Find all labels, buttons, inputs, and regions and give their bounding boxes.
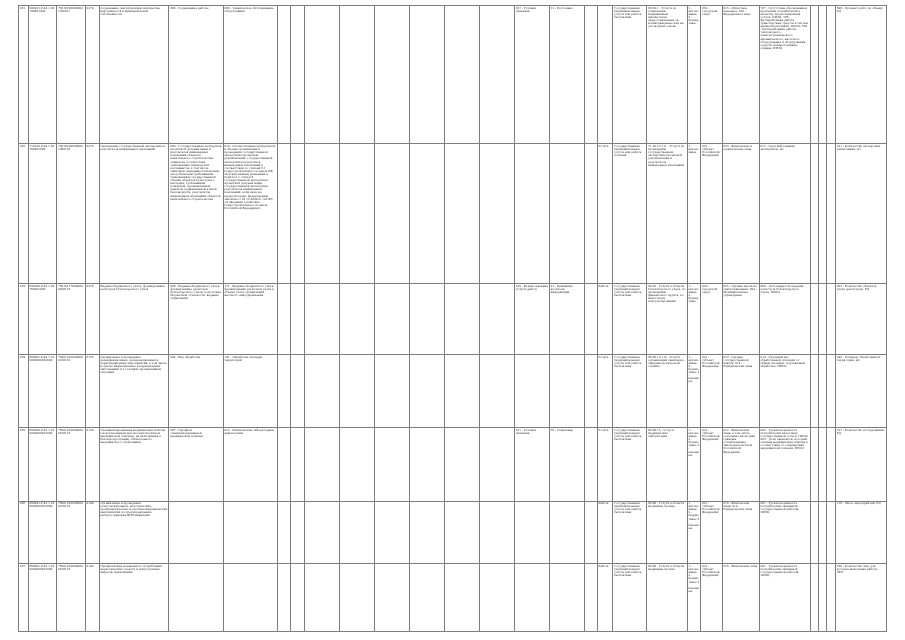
table-cell-code-okved: 730010100000000100101 bbox=[57, 564, 86, 632]
table-cell-content-2: 171 - Ведение бюджетного учета, формирование регистров учета в объеме учета организаций местного самоуправления bbox=[223, 284, 277, 355]
table-cell-content-1: 089 - Содержание работы bbox=[169, 6, 223, 144]
table-cell-institution-type: 1 - автономные; 2 - бюджетные; 3 - казенные bbox=[687, 428, 701, 501]
table-cell-sign: Услуга bbox=[597, 428, 613, 501]
table-cell-content-3a bbox=[277, 284, 291, 355]
table-cell-okved-name: 86.90 - Услуги в области медицины прочие bbox=[647, 564, 687, 632]
table-cell-code-registry: 692000.Р.43.1.02760001000 bbox=[28, 284, 57, 355]
table-cell-sign: Работа bbox=[597, 284, 613, 355]
table-cell-okved-name: 68.32.1 - Услуги по управлению недвижимым имуществом, предоставляемые за вознаграждение или на договорной основе bbox=[647, 6, 687, 144]
table-cell-spare-8 bbox=[818, 428, 826, 501]
table-cell-content-3a bbox=[277, 355, 291, 428]
table-cell-spare-2 bbox=[340, 355, 375, 428]
table-cell-quality-indicators: 002 - Удовлетворенность потребителей качеством государственной услуги, ПРОЦ; 003 - Доля пациентов, которым оказана медицинская помощь в соответствии со стандартами медицинской помощи, ПРОЦ bbox=[759, 428, 810, 501]
table-cell-content-1 bbox=[169, 564, 223, 632]
table-cell-okved-name: 86.90 - Услуги в области медицины прочие bbox=[647, 501, 687, 564]
table-cell-okved-name: 86.90.15 - Услуги медицинских лабораторий bbox=[647, 428, 687, 501]
table-cell-code-okved: 730191170000000200101 bbox=[57, 284, 86, 355]
table-cell-spare-6 bbox=[479, 6, 514, 144]
table-cell-spare-8 bbox=[818, 564, 826, 632]
table-cell-quality-indicators: 001 - Удовлетворенность потребителей оказанной государственной работой, ПРОЦ bbox=[759, 564, 810, 632]
table-cell-volume-indicators: 023 - Количество объектов учета (регистров), ЕД bbox=[835, 284, 886, 355]
table-cell-condition-1 bbox=[514, 355, 549, 428]
table-cell-spare-2 bbox=[340, 564, 375, 632]
table-cell-condition-2 bbox=[549, 501, 584, 564]
table-cell-spare-5 bbox=[444, 564, 479, 632]
table-cell-spare-2 bbox=[340, 6, 375, 144]
table-cell-sign: Работа bbox=[597, 501, 613, 564]
table-cell-institution-type: 1 - автономные; 3 - бюджетные bbox=[687, 6, 701, 144]
table-cell-row-number: 267 bbox=[19, 564, 29, 632]
table-cell-content-3b bbox=[291, 501, 305, 564]
table-cell-content-3b bbox=[291, 144, 305, 284]
table-cell-spare-5 bbox=[444, 144, 479, 284]
table-cell-institution-type: 1 - автономные; 2 - бюджетные; 3 - казенные bbox=[687, 355, 701, 428]
table-cell-row-number: 261 bbox=[19, 6, 29, 144]
table-cell-spare-4 bbox=[409, 564, 444, 632]
table-cell-code-okved: 730010100000000100101 bbox=[57, 501, 86, 564]
table-cell-spare-3 bbox=[375, 501, 410, 564]
table-cell-content-1 bbox=[169, 501, 223, 564]
table-cell-row-number: 263 bbox=[19, 284, 29, 355]
table-cell-service-name: Организация и проведение дезинфекционных, дезинсекционных и дератизационных мероприятий, в том числе в очагах инфекционных и паразитарных заболеваний и в условиях чрезвычайной ситуации bbox=[99, 355, 169, 428]
table-cell-volume-indicators: 230 - Количество лиц, для которых выполнена работа, ЧЕЛ bbox=[835, 564, 886, 632]
table-cell-spare-6 bbox=[479, 284, 514, 355]
table-cell-content-1: 094 - Вид обработки bbox=[169, 355, 223, 428]
table-cell-spare-4 bbox=[409, 428, 444, 501]
table-cell-spare-9 bbox=[827, 355, 835, 428]
table-cell-okved-name: 69.20 - Услуги в области бухгалтерского учета, по проведению финансового аудита, по налоговому консультированию bbox=[647, 284, 687, 355]
table-cell-row-number: 262 bbox=[19, 144, 29, 284]
table-cell-okved-name: 71.20.13.111 - Услуги по проведению государственной экспертизы проектной документации и результатов инженерных изысканий bbox=[647, 144, 687, 284]
table-cell-volume-indicators: 116 - Число мероприятий, ЕД bbox=[835, 501, 886, 564]
table-cell-quality-indicators: 809 - Достоверность ведения регистров бухгалтерского учета, ПРОЦ bbox=[759, 284, 810, 355]
table-cell-spare-7 bbox=[810, 6, 818, 144]
table-cell-volume-indicators: 598 - Процент работ по объему, ЕД bbox=[835, 6, 886, 144]
table-cell-institution-type: 1 - автономные; 2 - бюджетные bbox=[687, 284, 701, 355]
table-cell-volume-indicators: 107 - Количество исследований, ЕД bbox=[835, 428, 886, 501]
table-cell-sign bbox=[597, 6, 613, 144]
table-cell-service-code: 0276 bbox=[85, 284, 99, 355]
table-cell-payment-type: Государственная (муниципальная) услуга или работа бесплатная bbox=[613, 355, 647, 428]
table-cell-consumers: 016 - Физические лица; 014 - Юридические лица bbox=[722, 501, 759, 564]
table-cell-spare-8 bbox=[818, 144, 826, 284]
table-cell-sign: Услуга bbox=[597, 355, 613, 428]
table-cell-spare-4 bbox=[409, 355, 444, 428]
table-cell-service-name: Ведение бюджетного учета, формирование регистров бухгалтерского учета bbox=[99, 284, 169, 355]
table-cell-volume-indicators: 240 - Площадь обработанной территории, м2 bbox=[835, 355, 886, 428]
table-cell-service-code: 0140 bbox=[85, 501, 99, 564]
table-cell-spare-1 bbox=[305, 564, 340, 632]
table-cell-row-number: 265 bbox=[19, 428, 29, 501]
table-cell-condition-3 bbox=[584, 144, 597, 284]
table-cell-condition-1: 017 - Условия оказания bbox=[514, 428, 549, 501]
table-cell-service-name: Содержание (эксплуатация) имущества, находящегося в муниципальной собственности bbox=[99, 6, 169, 144]
table-row bbox=[19, 144, 887, 284]
table-cell-content-3a bbox=[277, 144, 291, 284]
table-cell-level: 032 - городской округ bbox=[701, 284, 722, 355]
table-cell-service-name: Организация и проведение консультационных, методических, профилактических и противоэпидемических мероприятий по предупреждению распространения ВИЧ-инфекций bbox=[99, 501, 169, 564]
table-cell-condition-1: 105 - Форма оказания услуги (работ) bbox=[514, 284, 549, 355]
table-cell-service-code: 0135 bbox=[85, 355, 99, 428]
table-cell-service-code: 0139 bbox=[85, 428, 99, 501]
table-cell-spare-7 bbox=[810, 564, 818, 632]
table-cell-spare-4 bbox=[409, 6, 444, 144]
table-cell-content-3b bbox=[291, 564, 305, 632]
table-cell-payment-type: Государственная (муниципальная) услуга или работа платная bbox=[613, 144, 647, 284]
table-cell-spare-5 bbox=[444, 284, 479, 355]
table-cell-content-2 bbox=[223, 564, 277, 632]
table-cell-spare-1 bbox=[305, 501, 340, 564]
table-cell-code-registry: 869093.Р.43.1.01.0000000001000 bbox=[28, 428, 57, 501]
table-cell-consumers: 013 - Органы государственной власти; 014 - Юридические лица bbox=[722, 355, 759, 428]
table-cell-condition-1 bbox=[514, 501, 549, 564]
table-cell-spare-2 bbox=[340, 428, 375, 501]
table-row bbox=[19, 6, 887, 144]
table-cell-condition-2 bbox=[549, 355, 584, 428]
table-cell-code-registry: 712010.Р.43.1.02760001000 bbox=[28, 144, 57, 284]
table-cell-okved-name: 86.90.19.110 - Услуги организаций санитарно-эпидемиологической службы bbox=[647, 355, 687, 428]
table-cell-condition-2 bbox=[549, 564, 584, 632]
table-cell-sign: Работа bbox=[597, 564, 613, 632]
table-cell-spare-6 bbox=[479, 355, 514, 428]
table-cell-service-name: Проведение государственной экспертизы и результатов инженерных изысканий bbox=[99, 144, 169, 284]
table-cell-spare-8 bbox=[818, 284, 826, 355]
table-cell-content-2 bbox=[223, 501, 277, 564]
table-cell-code-registry: 869091.Р.43.1.01.0000000001000 bbox=[28, 355, 57, 428]
table-row bbox=[19, 501, 887, 564]
table-cell-content-3b bbox=[291, 428, 305, 501]
table-cell-quality-indicators: 014 - Удельный вес обработанной площади от общей площади, подлежащей обработке, ПРОЦ bbox=[759, 355, 810, 428]
table-cell-spare-7 bbox=[810, 428, 818, 501]
table-cell-consumers: 025 - Органы местного самоуправления; 024 - Муниципальные учреждения bbox=[722, 284, 759, 355]
table-cell-content-3b bbox=[291, 6, 305, 144]
table-cell-spare-9 bbox=[827, 144, 835, 284]
table-cell-spare-6 bbox=[479, 144, 514, 284]
table-cell-condition-3 bbox=[584, 284, 597, 355]
table-cell-spare-2 bbox=[340, 501, 375, 564]
table-cell-level: 021 - субъект Российской Федерации bbox=[701, 428, 722, 501]
table-cell-spare-3 bbox=[375, 6, 410, 144]
table-cell-spare-3 bbox=[375, 144, 410, 284]
table-cell-spare-9 bbox=[827, 501, 835, 564]
table-cell-spare-1 bbox=[305, 284, 340, 355]
table-cell-content-3b bbox=[291, 355, 305, 428]
table-cell-code-okved: 730010100000000100101 bbox=[57, 355, 86, 428]
table-cell-content-3a bbox=[277, 428, 291, 501]
table-cell-content-2: 141 - Обработка площади территорий bbox=[223, 355, 277, 428]
table-cell-payment-type: Государственная (муниципальная) услуга или работа бесплатная bbox=[613, 501, 647, 564]
table-cell-content-2: 068 - Техническое обслуживание оборудования bbox=[223, 6, 277, 144]
table-cell-payment-type: Государственная (муниципальная) услуга или работа бесплатная bbox=[613, 564, 647, 632]
table-cell-quality-indicators: 001 - Удовлетворенность потребителей оказанной государственной работой, ПРОЦ bbox=[759, 501, 810, 564]
table-cell-level: 021 - субъект Российской Федерации bbox=[701, 355, 722, 428]
table-cell-row-number: 266 bbox=[19, 501, 29, 564]
table-cell-sign: Услуга bbox=[597, 144, 613, 284]
table-cell-condition-3 bbox=[584, 428, 597, 501]
table-cell-content-3a bbox=[277, 6, 291, 144]
table-cell-condition-3 bbox=[584, 501, 597, 564]
table-cell-spare-5 bbox=[444, 355, 479, 428]
table-cell-condition-2: 12 - Постоянно bbox=[549, 6, 584, 144]
table-cell-consumers: 023 - Физические и юридические лица bbox=[722, 144, 759, 284]
table-cell-level: 021 - субъект Российской Федерации bbox=[701, 564, 722, 632]
table-cell-spare-9 bbox=[827, 564, 835, 632]
table-cell-content-2: 018 - Осуществление экспертизой в объеме организации и проведения государственной экспертизы проектной документации, государственной экспертизы результатов инженерных изысканий в соответствии со статьей 6.1 Градостроительного кодекса РФ, за исключением указанных в пункте 5.1 статьи 6 государственной экспертизы проектной документации, государственной экспертизы результатов инженерных изысканий, если иное не предусмотрено федеральным законом от 29.12.2004 № 191-ФЗ «О введении в действие Градостроительного кодекса Российской Федерации» bbox=[223, 144, 277, 284]
table-cell-spare-9 bbox=[827, 428, 835, 501]
table-cell-consumers: 015 - Областное казенное; 016 - Федеральное лицо bbox=[722, 6, 759, 144]
table-cell-spare-4 bbox=[409, 501, 444, 564]
table-cell-spare-4 bbox=[409, 144, 444, 284]
table-cell-condition-2 bbox=[549, 144, 584, 284]
table-cell-volume-indicators: 141 - Количество экспертных заключений, шт bbox=[835, 144, 886, 284]
table-cell-content-3a bbox=[277, 501, 291, 564]
table-row bbox=[19, 284, 887, 355]
table-cell-spare-1 bbox=[305, 355, 340, 428]
table-cell-row-number: 264 bbox=[19, 355, 29, 428]
registry-table bbox=[18, 5, 887, 632]
table-cell-code-registry: 869091.Р.43.1.01.0000000001000 bbox=[28, 564, 57, 632]
table-cell-condition-1: 017 - Условия оказания bbox=[514, 6, 549, 144]
table-cell-condition-2: 21 - Бумажные носители информации bbox=[549, 284, 584, 355]
table-cell-spare-6 bbox=[479, 564, 514, 632]
table-cell-institution-type: 1 - автономные; 2 - бюджетные; 3 - казенные bbox=[687, 501, 701, 564]
table-cell-condition-1 bbox=[514, 564, 549, 632]
table-cell-spare-3 bbox=[375, 428, 410, 501]
table-cell-spare-7 bbox=[810, 355, 818, 428]
table-cell-code-okved: 730010100000000100101 bbox=[57, 428, 86, 501]
table-cell-condition-3 bbox=[584, 6, 597, 144]
table-cell-institution-type: 1 - автономные; 2 - бюджетные; 3 - казенные bbox=[687, 564, 701, 632]
table-cell-payment-type: Государственная (муниципальная) услуга или работа бесплатная bbox=[613, 428, 647, 501]
table-cell-service-code: 0275 bbox=[85, 144, 99, 284]
table-cell-spare-1 bbox=[305, 144, 340, 284]
table-cell-service-name: Профилактика незаконного потребления наркотических средств и психотропных веществ, наркомании bbox=[99, 564, 169, 632]
table-cell-spare-3 bbox=[375, 564, 410, 632]
table-cell-level: 021 - субъект Российской Федерации bbox=[701, 144, 722, 284]
table-cell-content-1: 087 - Профили специализированной медицинской помощи bbox=[169, 428, 223, 501]
table-cell-spare-2 bbox=[340, 144, 375, 284]
table-cell-spare-1 bbox=[305, 428, 340, 501]
registry-body bbox=[19, 6, 887, 632]
table-cell-code-okved: 730191000000001000101 bbox=[57, 144, 86, 284]
table-cell-payment-type: Государственная (муниципальная) услуга или работа бесплатная bbox=[613, 6, 647, 144]
table-cell-condition-1 bbox=[514, 144, 549, 284]
table-cell-payment-type: Государственная (муниципальная) услуга или работа бесплатная bbox=[613, 284, 647, 355]
table-cell-spare-5 bbox=[444, 6, 479, 144]
table-cell-spare-6 bbox=[479, 501, 514, 564]
table-cell-spare-2 bbox=[340, 284, 375, 355]
table-cell-condition-2: 50 - Стационар bbox=[549, 428, 584, 501]
table-cell-quality-indicators: 017 - Срок выполнения экспертизы, шт bbox=[759, 144, 810, 284]
table-row bbox=[19, 355, 887, 428]
table-cell-spare-5 bbox=[444, 428, 479, 501]
table-cell-consumers: 016 - Физические лица bbox=[722, 564, 759, 632]
table-cell-spare-7 bbox=[810, 284, 818, 355]
table-cell-spare-8 bbox=[818, 6, 826, 144]
table-cell-spare-7 bbox=[810, 501, 818, 564]
table-cell-spare-9 bbox=[827, 284, 835, 355]
table-cell-content-3b bbox=[291, 284, 305, 355]
table-cell-condition-3 bbox=[584, 564, 597, 632]
table-cell-level: 032 - городской округ bbox=[701, 6, 722, 144]
table-cell-institution-type: 1 - автономные bbox=[687, 144, 701, 284]
table-cell-spare-3 bbox=[375, 355, 410, 428]
table-cell-level: 021 - субъект Российской Федерации bbox=[701, 501, 722, 564]
table-cell-spare-1 bbox=[305, 6, 340, 144]
table-cell-service-code: 0142 bbox=[85, 564, 99, 632]
table-row bbox=[19, 564, 887, 632]
table-cell-quality-indicators: 707 - Отсутствие обоснованных претензий потребителей к качеству предоставленной услуги, ПРОЦ; 708 - Бесперебойная работа транспортных средств и систем жизнеобеспечения, ПРОЦ; 709 - Бесперебойная работа тепловодного, электротехнического, механического, насосного оборудования и оборудования средств пожаротушения, охраны, ПРОЦ bbox=[759, 6, 810, 144]
table-cell-condition-3 bbox=[584, 355, 597, 428]
table-cell-consumers: 012 - Физические лица; в том числе отдельные категории граждан, установленные законодательством Российской Федерации bbox=[722, 428, 759, 501]
table-cell-code-registry: 000231.Р.43.1.02780001000 bbox=[28, 6, 57, 144]
table-cell-code-okved: 730181000000001200011 bbox=[57, 6, 86, 144]
table-cell-content-1: 096 - Ведение бюджетного учета, формирование регистров бухгалтерского учета, подготовка бюджетной отчетности, ведение управлений bbox=[169, 284, 223, 355]
table-cell-spare-5 bbox=[444, 501, 479, 564]
table-cell-spare-8 bbox=[818, 501, 826, 564]
table-cell-spare-7 bbox=[810, 144, 818, 284]
table-cell-spare-3 bbox=[375, 284, 410, 355]
table-cell-content-3a bbox=[277, 564, 291, 632]
table-cell-code-registry: 869091.Р.43.1.01.0000000001000 bbox=[28, 501, 57, 564]
table-cell-spare-4 bbox=[409, 284, 444, 355]
table-cell-content-2: 012 - Клинические лабораторные диагностики bbox=[223, 428, 277, 501]
table-cell-content-1: 090 - Государственная экспертиза проектной документации и результатов инженерных изысканий объектов капитального строительства, оценка на соответствие требованиям технических регламентов, в том числе санитарно-эпидемиологическим, экологическим требованиям, требованиям государственной охраны объектов культурного наследия, требованиям пожарной, промышленной, ядерной, радиационной и иной безопасности, результатов инженерных изысканий объектов капитального строительства bbox=[169, 144, 223, 284]
table-cell-service-name: Специализированная медицинская помощь (за исключением высокотехнологичной медицинской помощи), не включенная в базовую программу обязательного медицинского страхования bbox=[99, 428, 169, 501]
table-cell-service-code: 0274 bbox=[85, 6, 99, 144]
table-cell-spare-9 bbox=[827, 6, 835, 144]
table-row bbox=[19, 428, 887, 501]
table-cell-spare-6 bbox=[479, 428, 514, 501]
table-cell-spare-8 bbox=[818, 355, 826, 428]
